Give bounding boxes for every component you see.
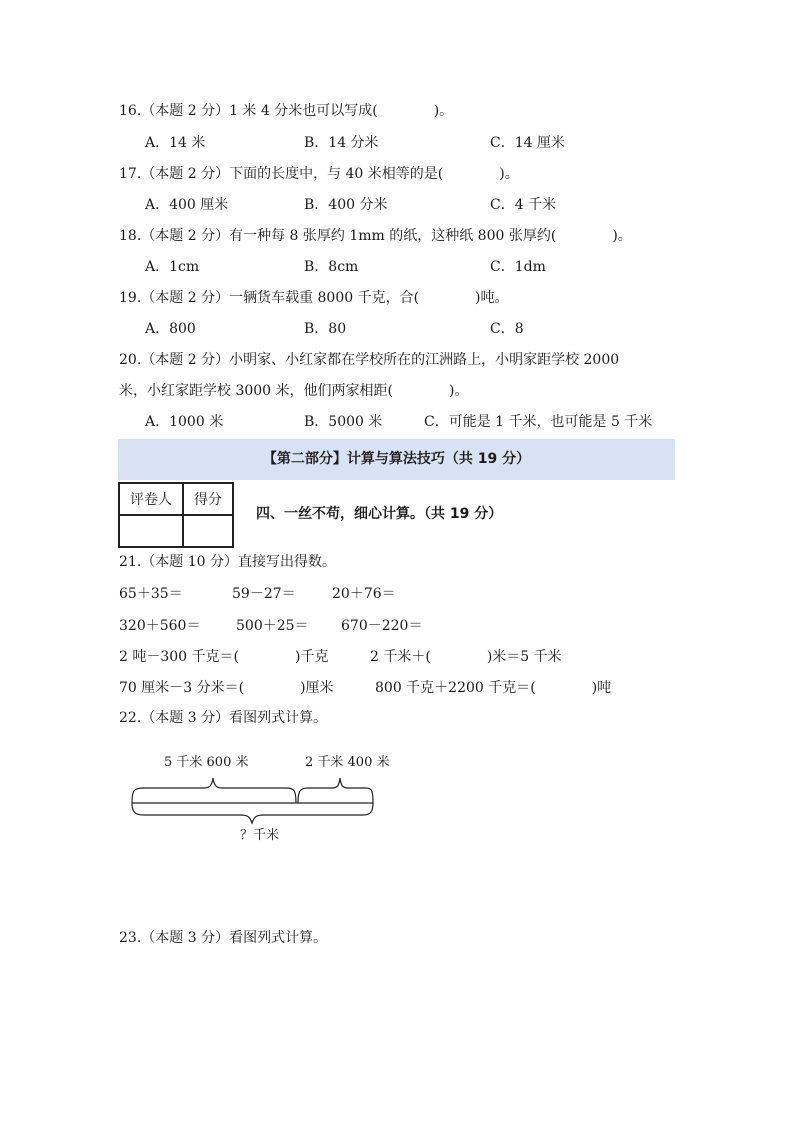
question-16-option-c[interactable]: C．14 厘米 — [490, 135, 565, 151]
question-22-text: 22.（本题 3 分）看图列式计算。 — [119, 710, 328, 726]
question-23-text: 23.（本题 3 分）看图列式计算。 — [119, 930, 328, 946]
score-table-score-cell[interactable] — [183, 515, 233, 547]
fill-blank-item[interactable]: 800 千克＋2200 千克＝( )吨 — [375, 680, 612, 696]
calc-item: 20＋76＝ — [332, 586, 396, 602]
question-20-option-a[interactable]: A．1000 米 — [145, 414, 224, 430]
question-16-text: 16.（本题 2 分）1 米 4 分米也可以写成( )。 — [119, 103, 454, 119]
question-19-text: 19.（本题 2 分）一辆货车载重 8000 千克，合( )吨。 — [119, 290, 509, 306]
calc-item: 65＋35＝ — [119, 586, 183, 602]
question-17-option-a[interactable]: A．400 厘米 — [145, 197, 229, 213]
segment-diagram — [120, 745, 390, 825]
question-16-option-a[interactable]: A．14 米 — [145, 135, 206, 151]
question-18-option-c[interactable]: C．1dm — [490, 259, 546, 275]
part-four-title: 四、一丝不苟，细心计算。（共 19 分） — [256, 506, 503, 522]
calc-item: 59－27＝ — [232, 586, 296, 602]
question-19-option-c[interactable]: C．8 — [490, 321, 524, 337]
fill-blank-item[interactable]: 70 厘米－3 分米＝( )厘米 — [119, 680, 334, 696]
question-20-option-b[interactable]: B．5000 米 — [304, 414, 383, 430]
question-20-text-line1: 20.（本题 2 分）小明家、小红家都在学校所在的江洲路上，小明家距学校 2000 — [119, 352, 620, 368]
question-17-option-c[interactable]: C．4 千米 — [490, 197, 557, 213]
fill-blank-item[interactable]: 2 千米＋( )米＝5 千米 — [370, 649, 562, 665]
diagram-label-total: ？千米 — [240, 828, 280, 843]
diagram-label-right: 2 千米 400 米 — [305, 755, 390, 770]
score-table-header-grader: 评卷人 — [119, 483, 183, 515]
upper-brace-left — [132, 778, 296, 803]
lower-brace-total — [132, 803, 373, 823]
question-20-text-line2: 米，小红家距学校 3000 米，他们两家相距( )。 — [119, 383, 469, 399]
fill-blank-item[interactable]: 2 吨－300 千克＝( )千克 — [119, 649, 329, 665]
question-19-option-a[interactable]: A．800 — [145, 321, 196, 337]
question-19-option-b[interactable]: B．80 — [304, 321, 347, 337]
score-table — [118, 482, 234, 548]
question-18-option-b[interactable]: B．8cm — [304, 259, 359, 275]
score-table-header-score: 得分 — [183, 483, 233, 515]
section-header: 【第二部分】计算与算法技巧（共 19 分） — [118, 439, 675, 480]
question-16-option-b[interactable]: B．14 分米 — [304, 135, 379, 151]
calc-item: 670－220＝ — [341, 618, 423, 634]
question-20-option-c[interactable]: C．可能是 1 千米，也可能是 5 千米 — [424, 414, 653, 430]
question-18-text: 18.（本题 2 分）有一种每 8 张厚约 1mm 的纸，这种纸 800 张厚约( )。 — [119, 228, 632, 244]
calc-item: 500＋25＝ — [236, 618, 309, 634]
question-17-option-b[interactable]: B．400 分米 — [304, 197, 388, 213]
question-17-text: 17.（本题 2 分）下面的长度中，与 40 米相等的是( )。 — [119, 166, 519, 182]
upper-brace-right — [298, 778, 373, 803]
score-table-grader-cell[interactable] — [119, 515, 183, 547]
question-21-text: 21.（本题 10 分）直接写出得数。 — [119, 554, 336, 570]
calc-item: 320＋560＝ — [119, 618, 201, 634]
question-18-option-a[interactable]: A．1cm — [145, 259, 200, 275]
diagram-label-left: 5 千米 600 米 — [164, 755, 249, 770]
